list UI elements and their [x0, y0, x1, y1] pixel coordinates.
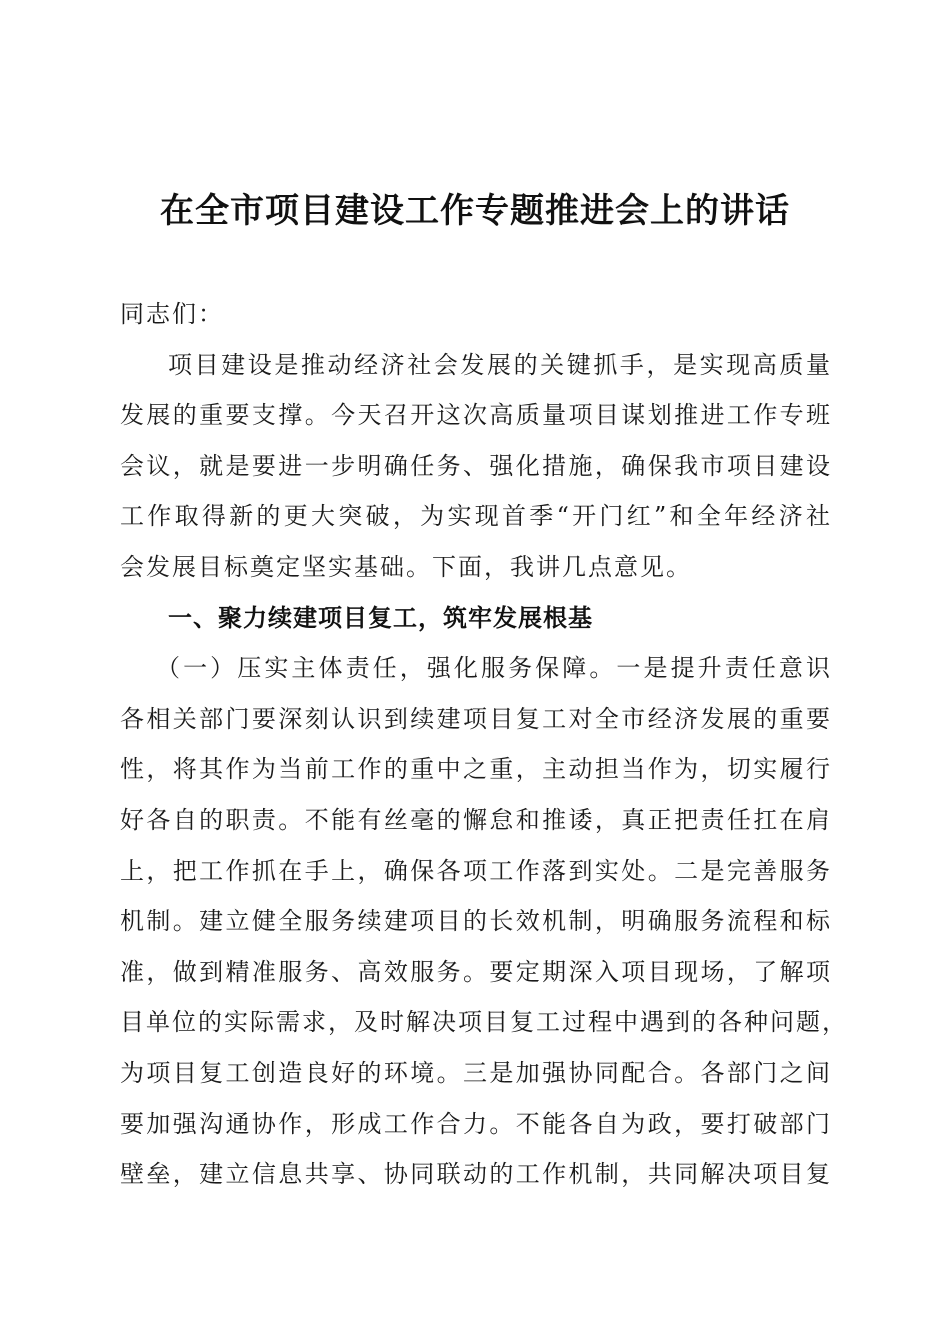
document-title: 在全市项目建设工作专题推进会上的讲话	[160, 191, 790, 231]
intro-line: 会发展目标奠定坚实基础。下面，我讲几点意见。	[120, 552, 692, 581]
intro-line: 会议，就是要进一步明确任务、强化措施，确保我市项目建设	[120, 451, 832, 480]
section-line: 要加强沟通协作，形成工作合力。不能各自为政，要打破部门	[120, 1109, 832, 1138]
intro-line: 发展的重要支撑。今天召开这次高质量项目谋划推进工作专班	[120, 401, 832, 430]
section-line: 壁垒，建立信息共享、协同联动的工作机制，共同解决项目复	[120, 1160, 832, 1189]
intro-line: 工作取得新的更大突破，为实现首季“开门红”和全年经济社	[120, 502, 832, 531]
section-line: 上，把工作抓在手上，确保各项工作落到实处。二是完善服务	[120, 856, 832, 885]
section-line: 机制。建立健全服务续建项目的长效机制，明确服务流程和标	[120, 907, 832, 936]
greeting: 同志们：	[120, 300, 224, 328]
intro-line: 项目建设是推动经济社会发展的关键抓手，是实现高质量	[168, 350, 832, 379]
document-body	[120, 289, 848, 1200]
section-line: 为项目复工创造良好的环境。三是加强协同配合。各部门之间	[120, 1058, 832, 1087]
section-line: 目单位的实际需求，及时解决项目复工过程中遇到的各种问题，	[120, 1008, 848, 1037]
section-line: 性，将其作为当前工作的重中之重，主动担当作为，切实履行	[120, 755, 832, 784]
section-heading: 一、聚力续建项目复工，筑牢发展根基	[168, 602, 593, 632]
section-line: 好各自的职责。不能有丝毫的懈怠和推诿，真正把责任扛在肩	[120, 805, 832, 834]
section-line: 准，做到精准服务、高效服务。要定期深入项目现场，了解项	[120, 957, 832, 986]
section-line: 各相关部门要深刻认识到续建项目复工对全市经济发展的重要	[120, 704, 832, 733]
section-line: （一）压实主体责任，强化服务保障。一是提升责任意识	[156, 654, 832, 683]
